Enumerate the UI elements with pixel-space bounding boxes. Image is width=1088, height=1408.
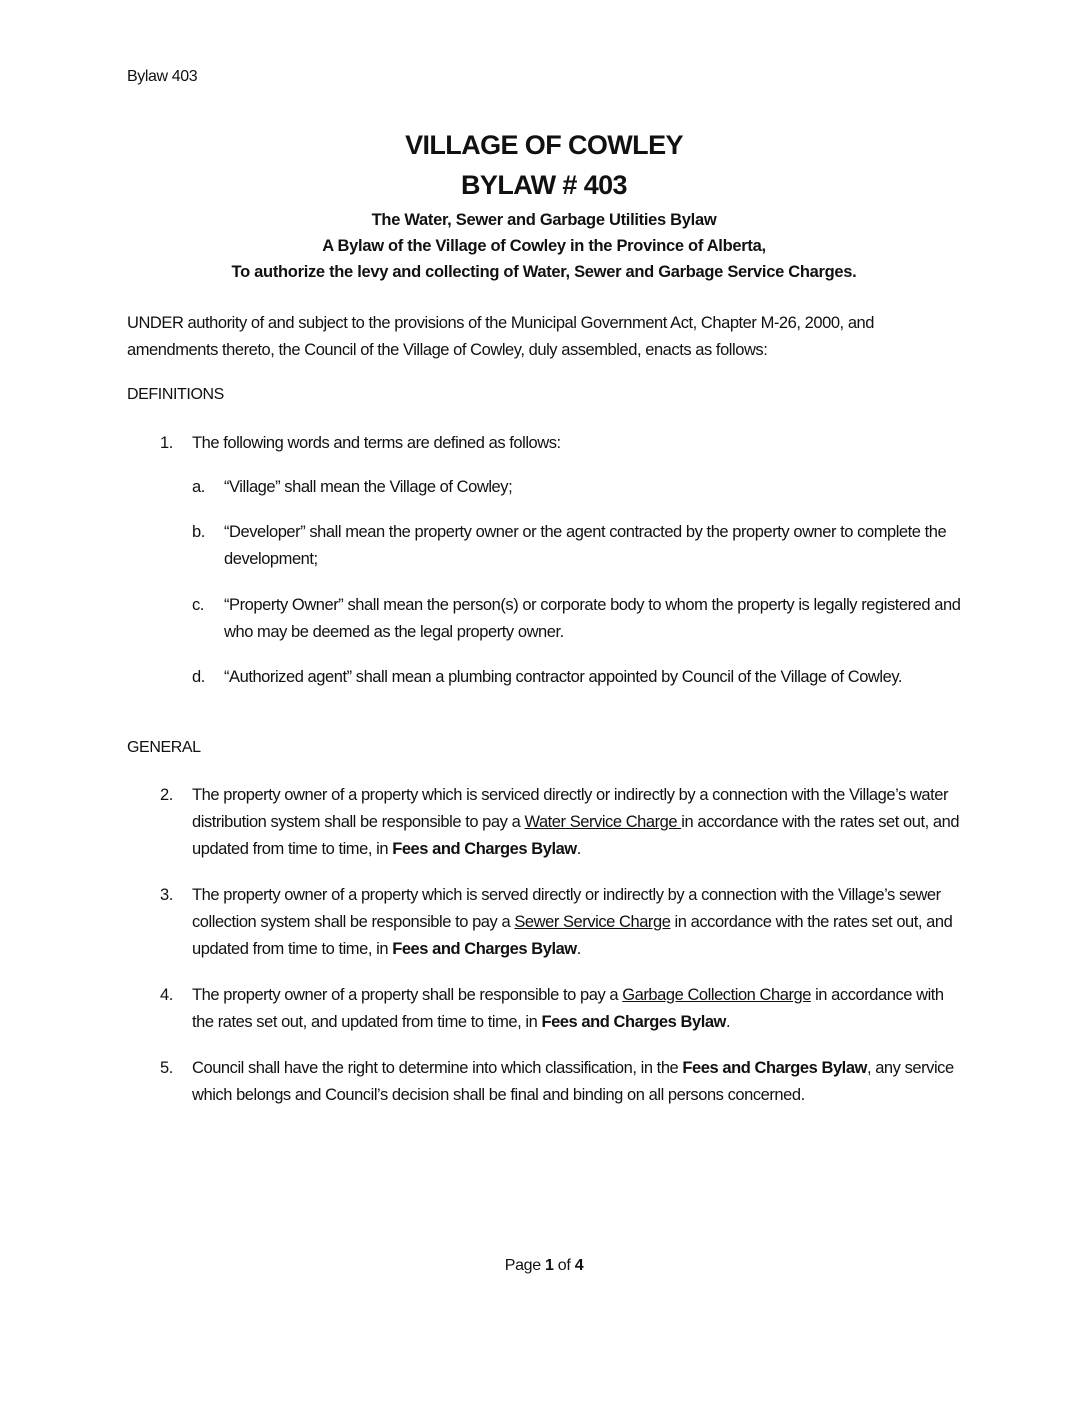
garbage-collection-charge-term: Garbage Collection Charge: [622, 986, 811, 1004]
text-run: , any service which belongs and Council’s decision shall be final and binding on all persons concerned.: [192, 1059, 954, 1104]
item-number: 4.: [160, 986, 173, 1004]
document-title: VILLAGE OF COWLEY: [405, 130, 683, 160]
subtitle-line-1: The Water, Sewer and Garbage Utilities Bylaw: [371, 211, 717, 229]
text-run: .: [576, 840, 581, 858]
item-letter: d.: [192, 668, 205, 686]
list-item-3: [160, 882, 960, 963]
item-text: [192, 882, 960, 963]
page-current: 1: [545, 1257, 554, 1274]
item-letter: a.: [192, 478, 205, 496]
text-run: The property owner of a property shall be responsible to pay a: [192, 986, 623, 1004]
item-number: 3.: [160, 886, 173, 904]
item-number: 5.: [160, 1059, 173, 1077]
page-of: of: [553, 1257, 575, 1274]
text-run: .: [576, 940, 581, 958]
item-text: [192, 1055, 960, 1109]
running-header: Bylaw 403: [127, 68, 198, 85]
fees-and-charges-bylaw-ref: Fees and Charges Bylaw: [541, 1013, 726, 1031]
sewer-service-charge-term: Sewer Service Charge: [514, 913, 671, 931]
item-text: The following words and terms are defined as follows:: [192, 434, 561, 452]
definition-item-d: [192, 664, 962, 691]
section-heading-general: GENERAL: [127, 739, 201, 756]
item-number: 1.: [160, 434, 173, 452]
item-letter: b.: [192, 523, 205, 541]
page-footer: [0, 1257, 1088, 1275]
definition-item-a: [192, 474, 962, 501]
definition-item-b: [192, 519, 962, 573]
item-letter: c.: [192, 596, 204, 614]
item-text: [192, 782, 960, 863]
item-text: “Village” shall mean the Village of Cowley;: [224, 478, 513, 496]
text-run: Council shall have the right to determine into which classification, in the: [192, 1059, 683, 1077]
section-heading-definitions: DEFINITIONS: [127, 386, 224, 403]
definition-item-c: [192, 592, 962, 646]
page-label: Page: [504, 1257, 546, 1274]
item-text: “Property Owner” shall mean the person(s) or corporate body to whom the property is legally registered and who may be deemed as the legal property owner.: [224, 596, 961, 641]
fees-and-charges-bylaw-ref: Fees and Charges Bylaw: [682, 1059, 867, 1077]
text-run: .: [725, 1013, 731, 1031]
text-run: in accordance with the rates set out, and updated from time to time, in: [192, 986, 944, 1031]
list-item-2: [160, 782, 960, 863]
text-run: The property owner of a property which is served directly or indirectly by a connection with the Village’s sewer collection system shall be responsible to pay a: [192, 886, 941, 931]
page-total: 4: [574, 1257, 584, 1274]
list-item-4: [160, 982, 960, 1036]
fees-and-charges-bylaw-ref: Fees and Charges Bylaw: [392, 840, 577, 858]
item-text: [192, 982, 960, 1036]
item-text: “Authorized agent” shall mean a plumbing contractor appointed by Council of the Village of Cowley.: [224, 668, 903, 686]
item-text: “Developer” shall mean the property owner or the agent contracted by the property owner to complete the development;: [224, 523, 947, 568]
subtitle-line-3: To authorize the levy and collecting of Water, Sewer and Garbage Service Charges.: [231, 263, 857, 281]
text-run: The property owner of a property which is serviced directly or indirectly by a connection with the Village’s water distribution system shall be responsible to pay a: [192, 786, 949, 831]
preamble: UNDER authority of and subject to the provisions of the Municipal Government Act, Chapter M-26, 2000, and amendments thereto, the Council of the Village of Cowley, duly assembled, enacts as follows:: [127, 314, 874, 359]
bylaw-number: BYLAW # 403: [461, 170, 627, 200]
list-item-5: [160, 1055, 960, 1109]
subtitle-line-2: A Bylaw of the Village of Cowley in the Province of Alberta,: [322, 237, 766, 255]
fees-and-charges-bylaw-ref: Fees and Charges Bylaw: [392, 940, 577, 958]
text-run: in accordance with the rates set out, and updated from time to time, in: [192, 813, 960, 858]
water-service-charge-term: Water Service Charge: [524, 813, 682, 831]
list-item-1: [160, 430, 960, 457]
item-number: 2.: [160, 786, 173, 804]
text-run: in accordance with the rates set out, and updated from time to time, in: [192, 913, 953, 958]
